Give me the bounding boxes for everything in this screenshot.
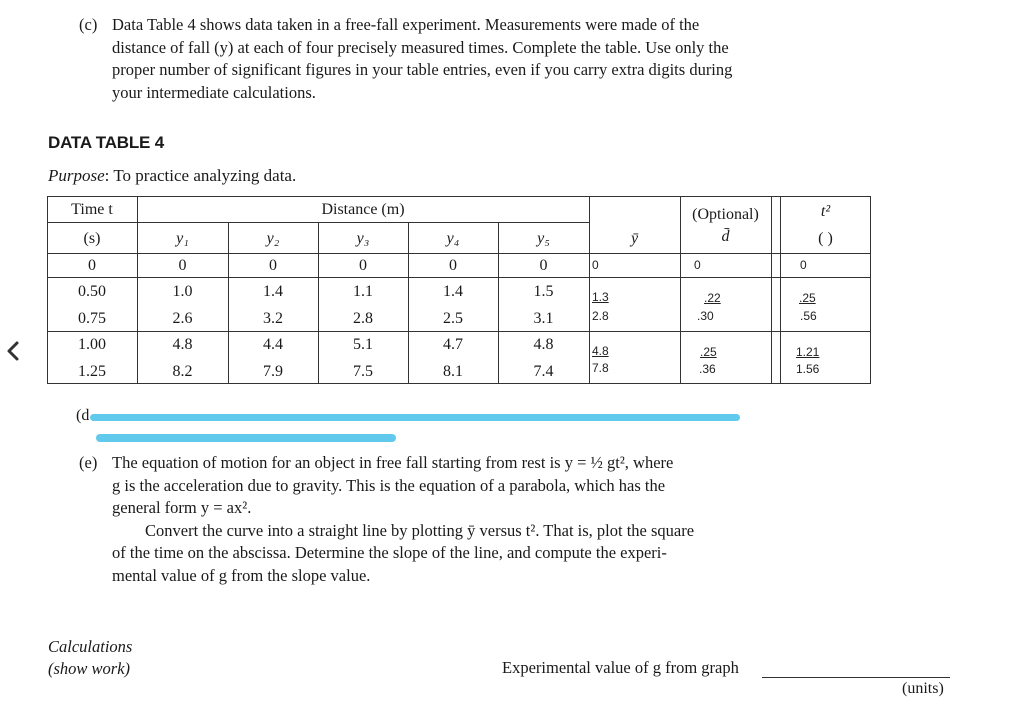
y-cell: 0: [359, 257, 367, 274]
table-rule: [780, 196, 781, 384]
y-cell: 2.8: [353, 310, 373, 327]
y-cell: 1.0: [172, 283, 193, 300]
table-heading: DATA TABLE 4: [48, 133, 164, 152]
part-c-text: Data Table 4 shows data taken in a free-fall experiment. Measurements were made of the distance of fall (y) at each of four precisely measured times. Complete the table. Use only the proper number of significant figures in your table entries, even if you carry extra digits during your intermediate calculations.: [112, 15, 733, 102]
units-label: (units): [902, 680, 944, 697]
y4-header: y₄: [446, 230, 460, 247]
y-cell: 1.4: [443, 283, 463, 300]
calculations-label: [48, 636, 132, 680]
t2-header: t²: [820, 203, 831, 220]
table-rule: [47, 277, 871, 278]
calculations-title: Calculations: [48, 637, 133, 656]
ybar-cell: 0: [592, 258, 599, 272]
back-arrow-icon[interactable]: [4, 340, 22, 362]
y-cell: 2.5: [443, 310, 463, 327]
ybar-cell: 2.8: [592, 309, 609, 323]
t2-cell: 1.21: [796, 345, 820, 359]
y-cell: 7.9: [263, 363, 283, 380]
y-cell: 0: [269, 257, 277, 274]
y-cell: 3.2: [263, 310, 283, 327]
y-cell: 8.2: [172, 363, 193, 380]
ybar-cell: 4.8: [592, 344, 609, 358]
time-cell: 0: [88, 257, 96, 274]
y1-header: y₁: [176, 230, 189, 247]
ybar-cell: 7.8: [592, 361, 609, 375]
t2-cell: .25: [799, 291, 816, 305]
y-cell: 1.4: [263, 283, 283, 300]
time-cell: 0.75: [78, 310, 106, 327]
time-cell: 1.25: [78, 363, 106, 380]
calculations-subtitle: (show work): [48, 659, 131, 678]
fraction-half: ½: [590, 453, 603, 472]
scribble-mark: [90, 414, 740, 421]
part-e-line: g is the acceleration due to gravity. This is the equation of a parabola, which has the: [112, 475, 666, 495]
y-cell: 0: [449, 257, 457, 274]
y-cell: 8.1: [443, 363, 463, 380]
y-cell: 4.4: [263, 336, 283, 353]
dbar-cell: 0: [694, 258, 701, 272]
purpose-line: [48, 166, 296, 186]
table-rule: [47, 331, 871, 332]
y-cell: 7.5: [353, 363, 373, 380]
part-e-text: The equation of motion for an object in free fall starting from rest is y =: [112, 453, 591, 472]
dbar-cell: .25: [700, 345, 717, 359]
ybar-header: ȳ: [630, 230, 639, 247]
part-e-text: gt², where: [602, 453, 674, 472]
part-e-paragraph: [79, 452, 752, 587]
t2-cell: 0: [800, 258, 807, 272]
table-rule: [47, 253, 871, 254]
y-cell: 3.1: [533, 310, 554, 327]
part-e-line: of the time on the abscissa. Determine the slope of the line, and compute the experi-: [112, 543, 667, 562]
part-e-line: Convert the curve into a straight line by plotting ȳ versus t². That is, plot the square: [145, 520, 695, 540]
optional-header: (Optional): [692, 206, 759, 223]
t2-unit: ( ): [818, 230, 833, 247]
y-cell: 2.6: [172, 310, 193, 327]
ybar-cell: 1.3: [592, 290, 609, 304]
part-d-redacted: [74, 404, 734, 450]
purpose-text: : To practice analyzing data.: [104, 166, 297, 185]
scribble-mark: [96, 434, 396, 442]
y-cell: 0: [178, 257, 187, 274]
part-e-line: mental value of g from the slope value.: [112, 565, 371, 585]
table-rule: [771, 196, 772, 384]
y-cell: 4.7: [443, 336, 463, 353]
distance-header: Distance (m): [321, 201, 405, 218]
y2-header: y₂: [266, 230, 280, 247]
dbar-cell: .30: [697, 309, 714, 323]
part-e-label: (e): [79, 453, 98, 472]
purpose-label: Purpose: [48, 166, 105, 185]
part-c-paragraph: [79, 14, 742, 104]
y-cell: 4.8: [172, 336, 193, 353]
y-cell: 7.4: [533, 363, 554, 380]
y-cell: 4.8: [533, 336, 554, 353]
time-cell: 1.00: [78, 336, 106, 353]
y-cell: 5.1: [353, 336, 373, 353]
t2-cell: .56: [800, 309, 817, 323]
part-c-label: (c): [79, 15, 98, 34]
time-cell: 0.50: [78, 283, 106, 300]
part-e-line: general form y = ax².: [112, 498, 252, 517]
y-cell: 0: [539, 257, 548, 274]
table-rule: [589, 196, 590, 384]
y-cell: 1.5: [533, 283, 554, 300]
y3-header: y₃: [356, 230, 370, 247]
t2-cell: 1.56: [796, 362, 820, 376]
time-header: Time t: [71, 201, 113, 218]
time-unit: (s): [83, 230, 101, 247]
part-e-line: [112, 452, 752, 475]
y5-header: y₅: [537, 230, 550, 247]
experimental-g-label: Experimental value of g from graph: [502, 658, 739, 677]
dbar-cell: .22: [704, 291, 721, 305]
part-d-label-fragment: (d: [76, 407, 90, 424]
y-cell: 1.1: [353, 283, 373, 300]
dbar-header: d̄: [721, 228, 730, 245]
experimental-g-answer-line[interactable]: [762, 677, 950, 678]
dbar-cell: .36: [699, 362, 716, 376]
